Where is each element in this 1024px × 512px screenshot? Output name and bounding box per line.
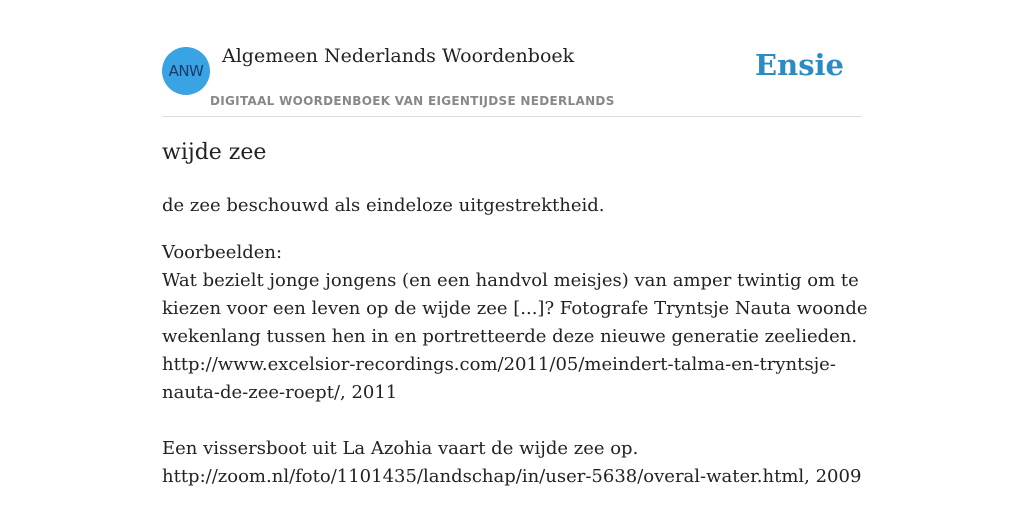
site-subtitle: DIGITAAL WOORDENBOEK VAN EIGENTIJDSE NEDERLANDS (210, 94, 615, 108)
example-spacer (162, 407, 862, 435)
example-text-line: Een vissersboot uit La Azohia vaart de wijde zee op. (162, 438, 639, 459)
example-source-line: nauta-de-zee-roept/, 2011 (162, 382, 398, 403)
example-source-line: http://zoom.nl/foto/1101435/landschap/in/user-5638/overal-water.html, 2009 (162, 466, 862, 487)
anw-logo[interactable] (162, 47, 210, 95)
example-1 (162, 267, 868, 407)
example-2 (162, 435, 862, 491)
examples-section (162, 239, 868, 491)
site-title[interactable]: Algemeen Nederlands Woordenboek (222, 45, 575, 67)
ensie-brand-link[interactable]: Ensie (755, 48, 844, 82)
example-source-line: http://www.excelsior-recordings.com/2011/05/meindert-talma-en-tryntsje- (162, 354, 836, 375)
site-header (162, 0, 862, 117)
example-text-line: wekenlang tussen hen in en portretteerde deze nieuwe generatie zeelieden. (162, 326, 858, 347)
headword: wijde zee (162, 140, 267, 165)
definition: de zee beschouwd als eindeloze uitgestrektheid. (162, 195, 605, 216)
example-text-line: kiezen voor een leven op de wijde zee [...]? Fotografe Tryntsje Nauta woonde (162, 298, 868, 319)
example-text-line: Wat bezielt jonge jongens (en een handvol meisjes) van amper twintig om te (162, 270, 859, 291)
logo-text: ANW (168, 62, 204, 80)
examples-label: Voorbeelden: (162, 242, 283, 263)
